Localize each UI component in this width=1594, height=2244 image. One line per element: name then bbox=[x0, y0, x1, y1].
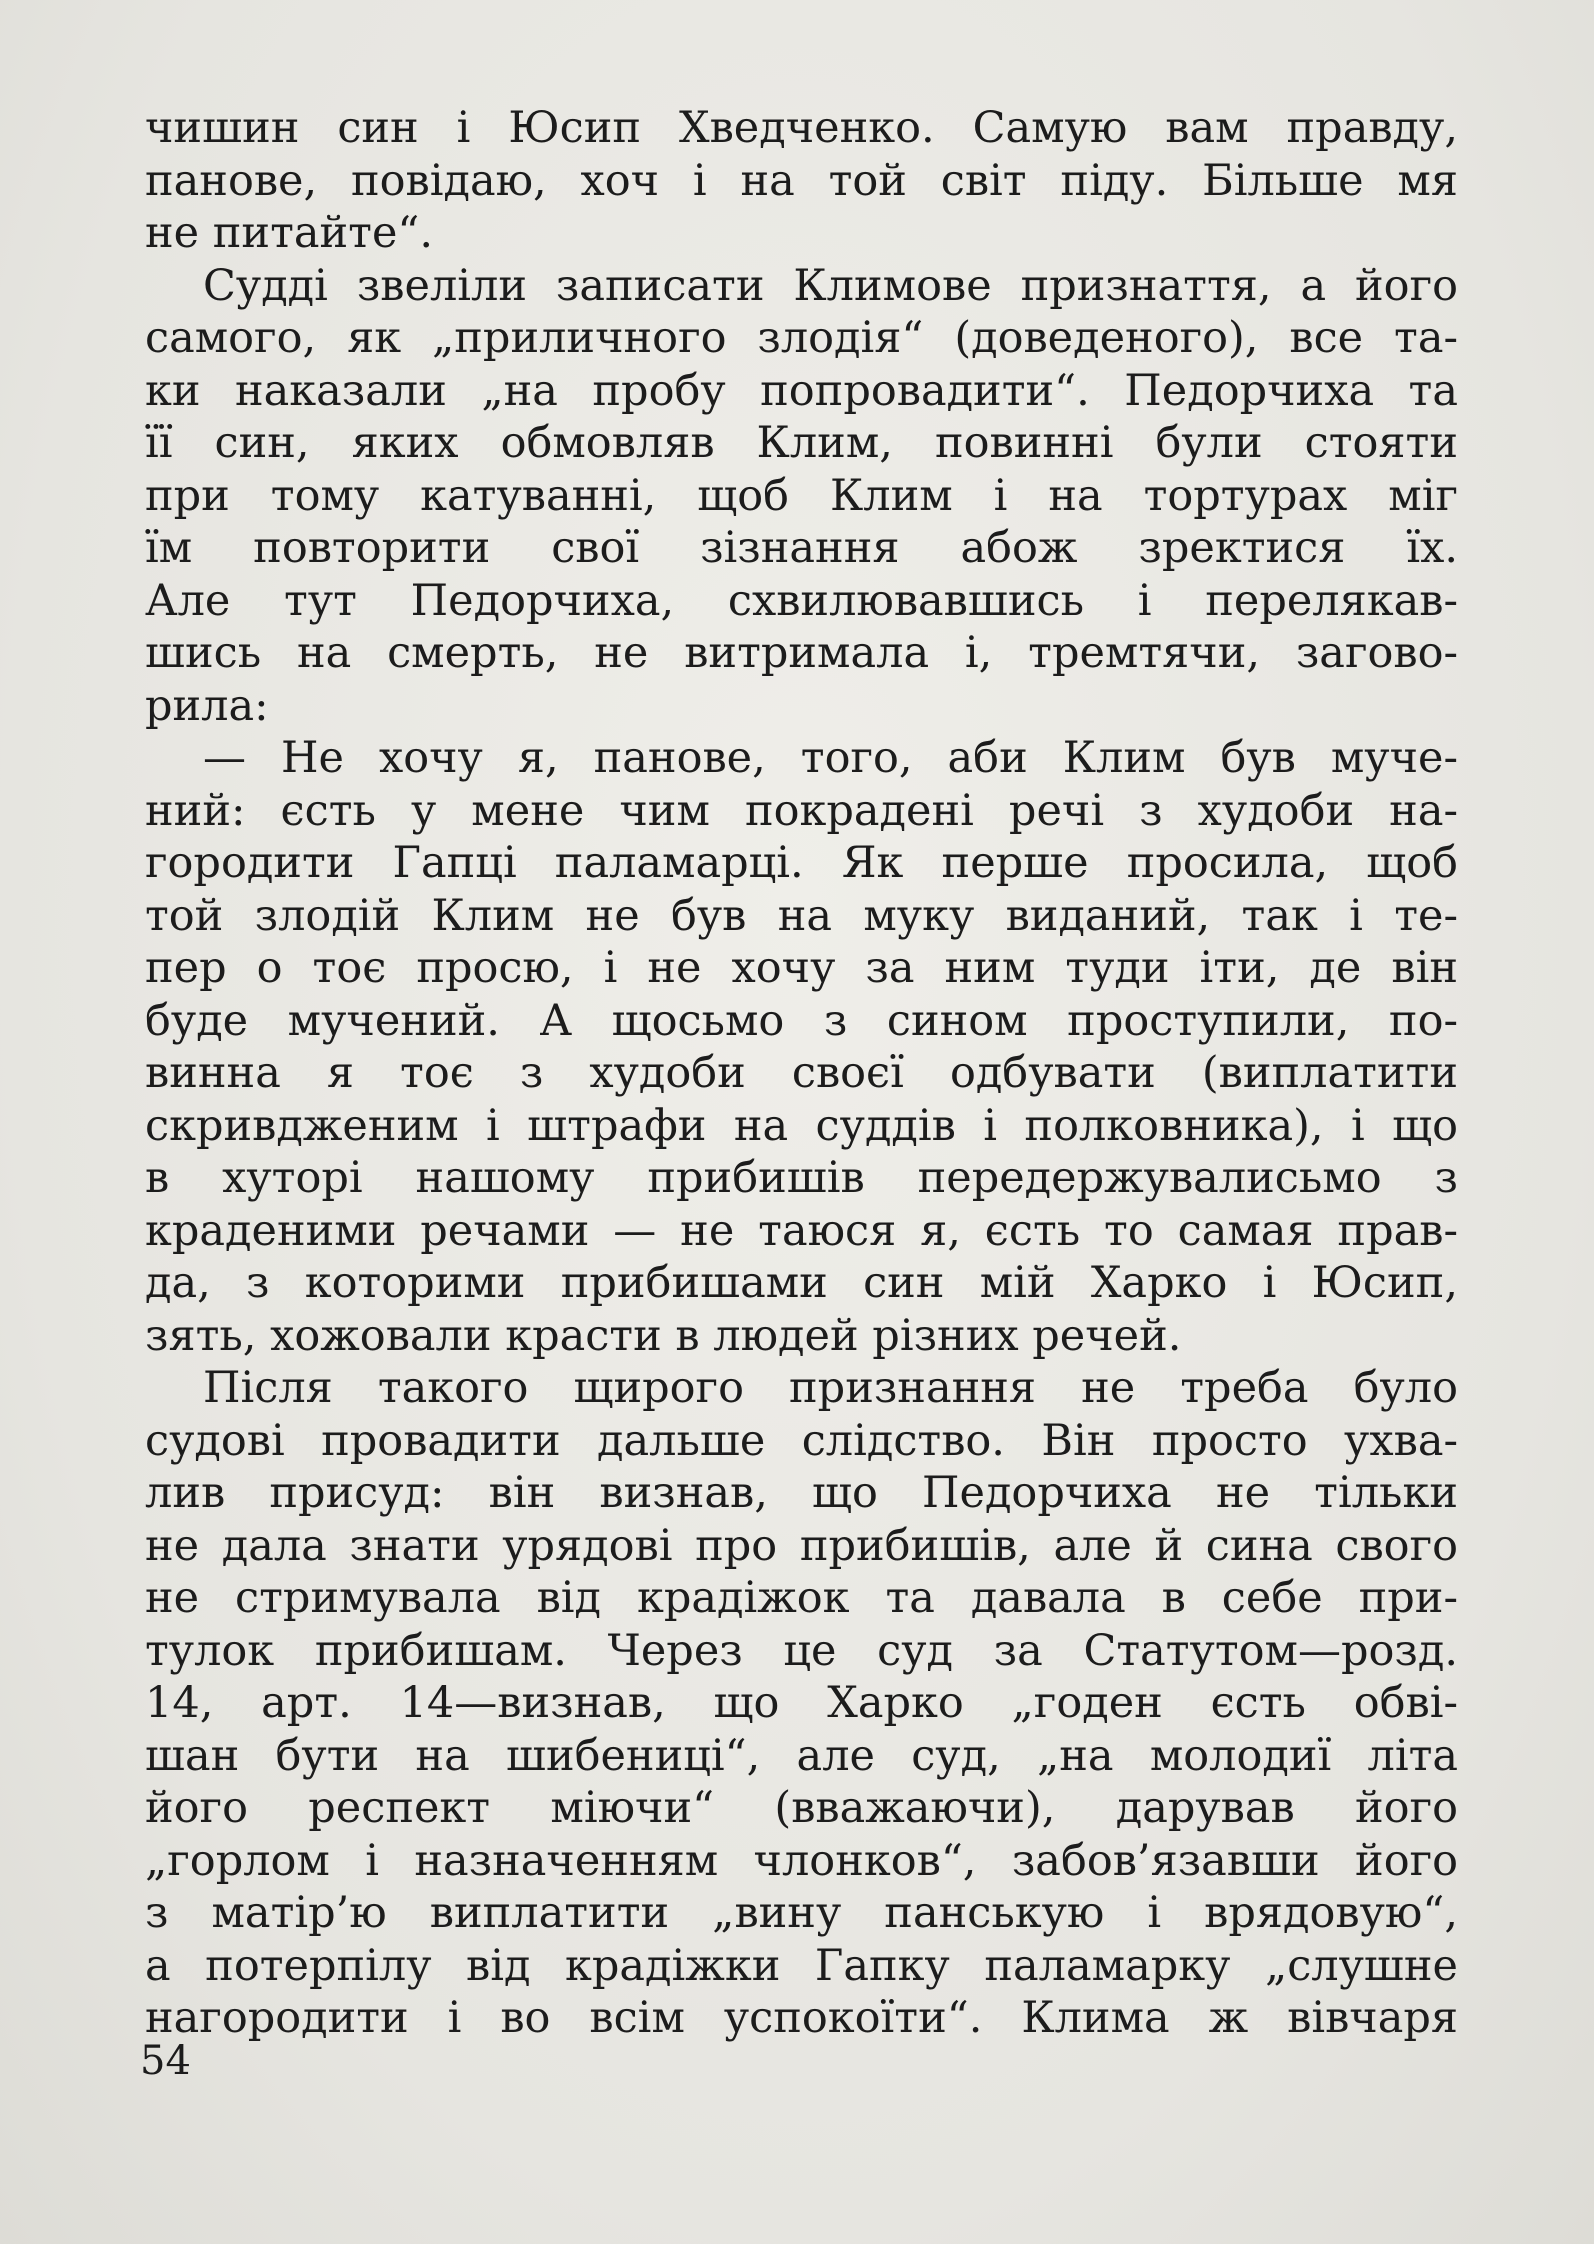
text-line: самого, як „приличного злодія“ (доведеного), все та- bbox=[145, 313, 1458, 363]
text-line: ний: єсть у мене чим покрадені речі з худоби на- bbox=[145, 785, 1458, 836]
text-line: пер о тоє просю, і не хочу за ним туди іти, де він bbox=[145, 943, 1458, 993]
text-line: нагородити і во всім успокоїти“. Клима ж вівчаря bbox=[145, 1993, 1458, 2043]
text-line: той злодій Клим не був на муку виданий, так і те- bbox=[145, 890, 1458, 941]
text-line: Але тут Педорчиха, схвилювавшись і перелякав- bbox=[145, 575, 1458, 626]
text-line: в хуторі нашому прибишів передержувалисьмо з bbox=[145, 1153, 1458, 1203]
text-line: не питайте“. bbox=[145, 208, 434, 258]
text-line: судові провадити дальше слідство. Він просто ухва- bbox=[145, 1415, 1458, 1466]
text-line: її син, яких обмовляв Клим, повинні були стояти bbox=[145, 418, 1458, 468]
text-line: панове, повідаю, хоч і на той світ піду. Більше мя bbox=[145, 155, 1458, 206]
text-line: городити Гапці паламарці. Як перше просила, щоб bbox=[145, 838, 1458, 888]
text-line: шись на смерть, не витримала і, тремтячи, загово- bbox=[145, 628, 1458, 678]
text-line: при тому катуванні, щоб Клим і на тортурах міг bbox=[145, 470, 1458, 521]
text-line: їм повторити свої зізнання абож зректися їх. bbox=[145, 523, 1458, 573]
text-line: краденими речами — не таюся я, єсть то самая прав- bbox=[145, 1205, 1458, 1256]
text-line: а потерпілу від крадіжки Гапку паламарку „слушне bbox=[145, 1940, 1458, 1991]
text-line: — Не хочу я, панове, того, аби Клим був муче- bbox=[203, 733, 1458, 783]
text-line: шан бути на шибениці“, але суд, „на молодиї літа bbox=[145, 1730, 1458, 1781]
page-body-text bbox=[145, 102, 1458, 2045]
text-line: буде мучений. А щосьмо з сином проступили, по- bbox=[145, 995, 1458, 1046]
text-line: скривдженим і штрафи на суддів і полковника), і що bbox=[145, 1100, 1458, 1151]
text-line: „горлом і назначенням члонков“, забов’язавши його bbox=[145, 1835, 1458, 1886]
text-line: не стримувала від крадіжок та давала в себе при- bbox=[145, 1573, 1458, 1623]
text-line: 14, арт. 14—визнав, що Харко „годен єсть обві- bbox=[145, 1678, 1458, 1728]
text-line: тулок прибишам. Через це суд за Статутом—розд. bbox=[145, 1625, 1458, 1676]
page-number: 54 bbox=[140, 2038, 191, 2084]
text-line: з матір’ю виплатити „вину панськую і врядовую“, bbox=[145, 1888, 1458, 1938]
text-line: його респект міючи“ (вважаючи), дарував його bbox=[145, 1783, 1458, 1833]
text-line: винна я тоє з худоби своєї одбувати (виплатити bbox=[145, 1048, 1458, 1098]
text-line: да, з которими прибишами син мій Харко і Юсип, bbox=[145, 1258, 1458, 1308]
text-line: Після такого щирого признання не треба було bbox=[203, 1363, 1458, 1413]
text-line: зять, хожовали красти в людей різних речей. bbox=[145, 1310, 1182, 1361]
text-line: Судді звеліли записати Климове признаття, а його bbox=[203, 260, 1458, 311]
text-line: лив присуд: він визнав, що Педорчиха не тільки bbox=[145, 1468, 1458, 1518]
text-line: не дала знати урядові про прибишів, але й сина свого bbox=[145, 1520, 1458, 1571]
text-line: ки наказали „на пробу попровадити“. Педорчиха та bbox=[145, 365, 1458, 416]
text-line: чишин син і Юсип Хведченко. Самую вам правду, bbox=[145, 103, 1458, 153]
text-line: рила: bbox=[145, 680, 269, 731]
